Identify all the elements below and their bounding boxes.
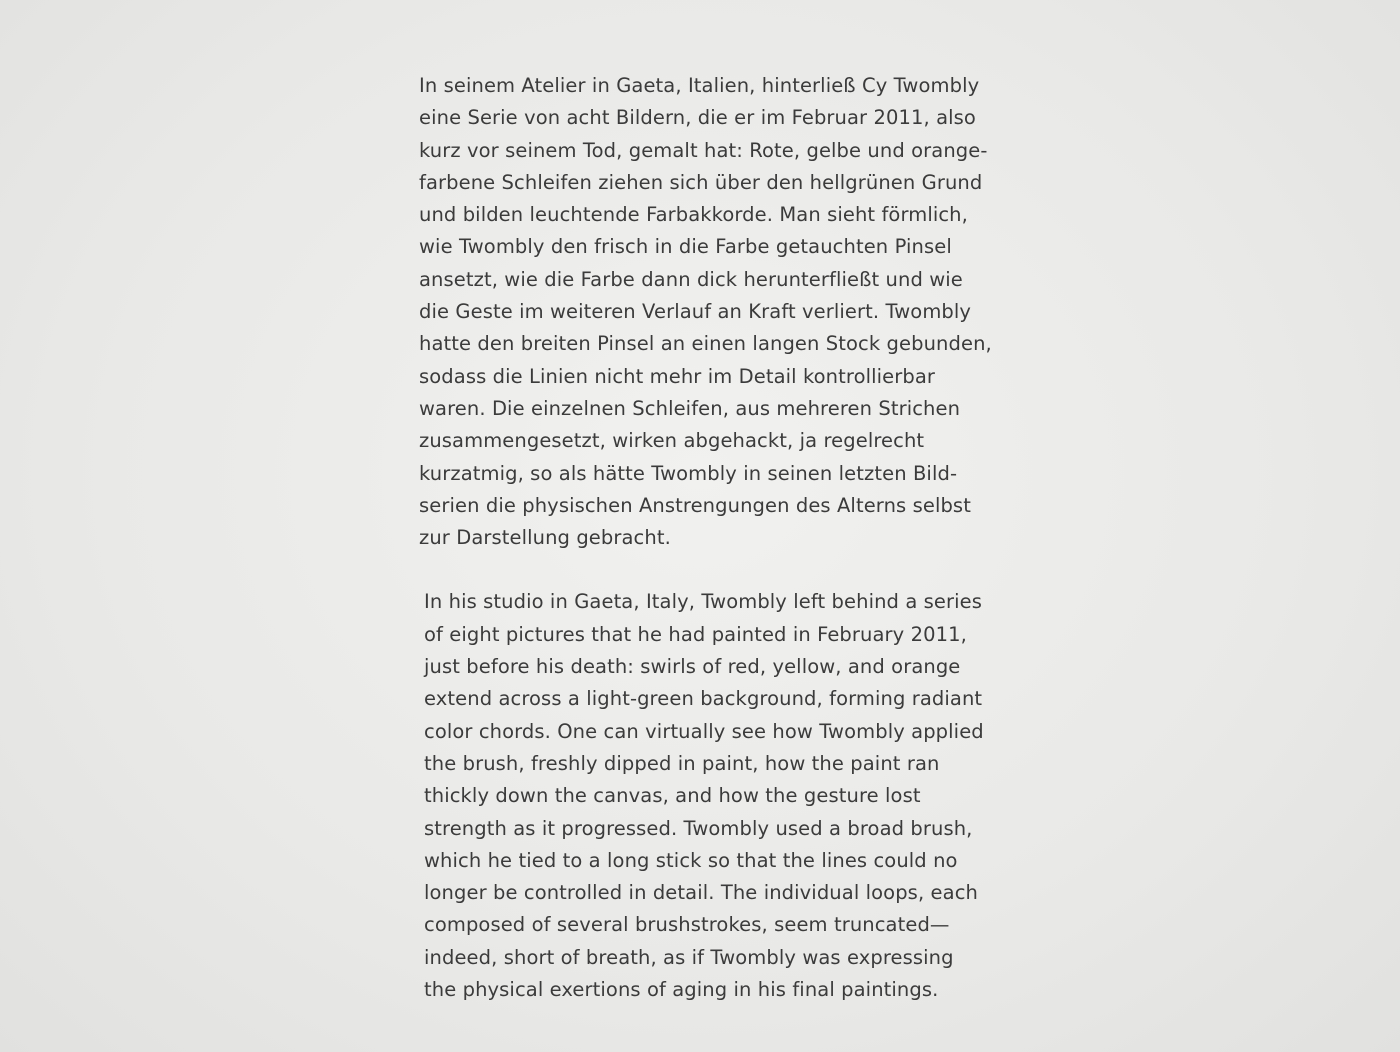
text-line: zur Darstellung gebracht. [419, 526, 671, 550]
text-line: waren. Die einzelnen Schleifen, aus mehreren Strichen [419, 396, 961, 420]
text-line: wie Twombly den frisch in die Farbe getauchten Pinsel [419, 235, 952, 259]
text-line: the physical exertions of aging in his final paintings. [424, 978, 939, 1002]
wall-label [419, 70, 1059, 1006]
text-line: the brush, freshly dipped in paint, how the paint ran [424, 751, 940, 775]
text-line: sodass die Linien nicht mehr im Detail kontrollierbar [419, 364, 936, 388]
text-line: just before his death: swirls of red, yellow, and orange [424, 655, 961, 679]
text-line: kurzatmig, so als hätte Twombly in seinen letzten Bild- [419, 461, 958, 485]
text-line: kurz vor seinem Tod, gemalt hat: Rote, gelbe und orange- [419, 138, 988, 162]
text-line: In seinem Atelier in Gaeta, Italien, hinterließ Cy Twombly [419, 74, 980, 97]
text-line: thickly down the canvas, and how the gesture lost [424, 784, 921, 808]
text-line: farbene Schleifen ziehen sich über den hellgrünen Grund [419, 170, 983, 194]
text-line: which he tied to a long stick so that the lines could no [424, 848, 958, 872]
text-line: composed of several brushstrokes, seem truncated— [424, 913, 950, 937]
text-line: extend across a light-green background, forming radiant [424, 687, 983, 711]
text-line: In his studio in Gaeta, Italy, Twombly left behind a series [424, 590, 983, 614]
text-line: hatte den breiten Pinsel an einen langen Stock gebunden, [419, 332, 992, 356]
german-paragraph [419, 70, 1059, 554]
text-line: of eight pictures that he had painted in February 2011, [424, 622, 967, 646]
text-line: ansetzt, wie die Farbe dann dick herunterfließt und wie [419, 267, 963, 291]
text-line: serien die physischen Anstrengungen des Alterns selbst [419, 493, 971, 517]
text-line: color chords. One can virtually see how Twombly applied [424, 719, 984, 743]
text-line: die Geste im weiteren Verlauf an Kraft verliert. Twombly [419, 300, 972, 324]
text-line: strength as it progressed. Twombly used a broad brush, [424, 816, 973, 840]
english-paragraph [419, 586, 1059, 1006]
text-line: indeed, short of breath, as if Twombly was expressing [424, 945, 954, 969]
text-line: und bilden leuchtende Farbakkorde. Man sieht förmlich, [419, 203, 968, 227]
text-line: zusammengesetzt, wirken abgehackt, ja regelrecht [419, 429, 925, 453]
text-line: eine Serie von acht Bildern, die er im Februar 2011, also [419, 106, 976, 130]
text-line: longer be controlled in detail. The individual loops, each [424, 881, 978, 905]
